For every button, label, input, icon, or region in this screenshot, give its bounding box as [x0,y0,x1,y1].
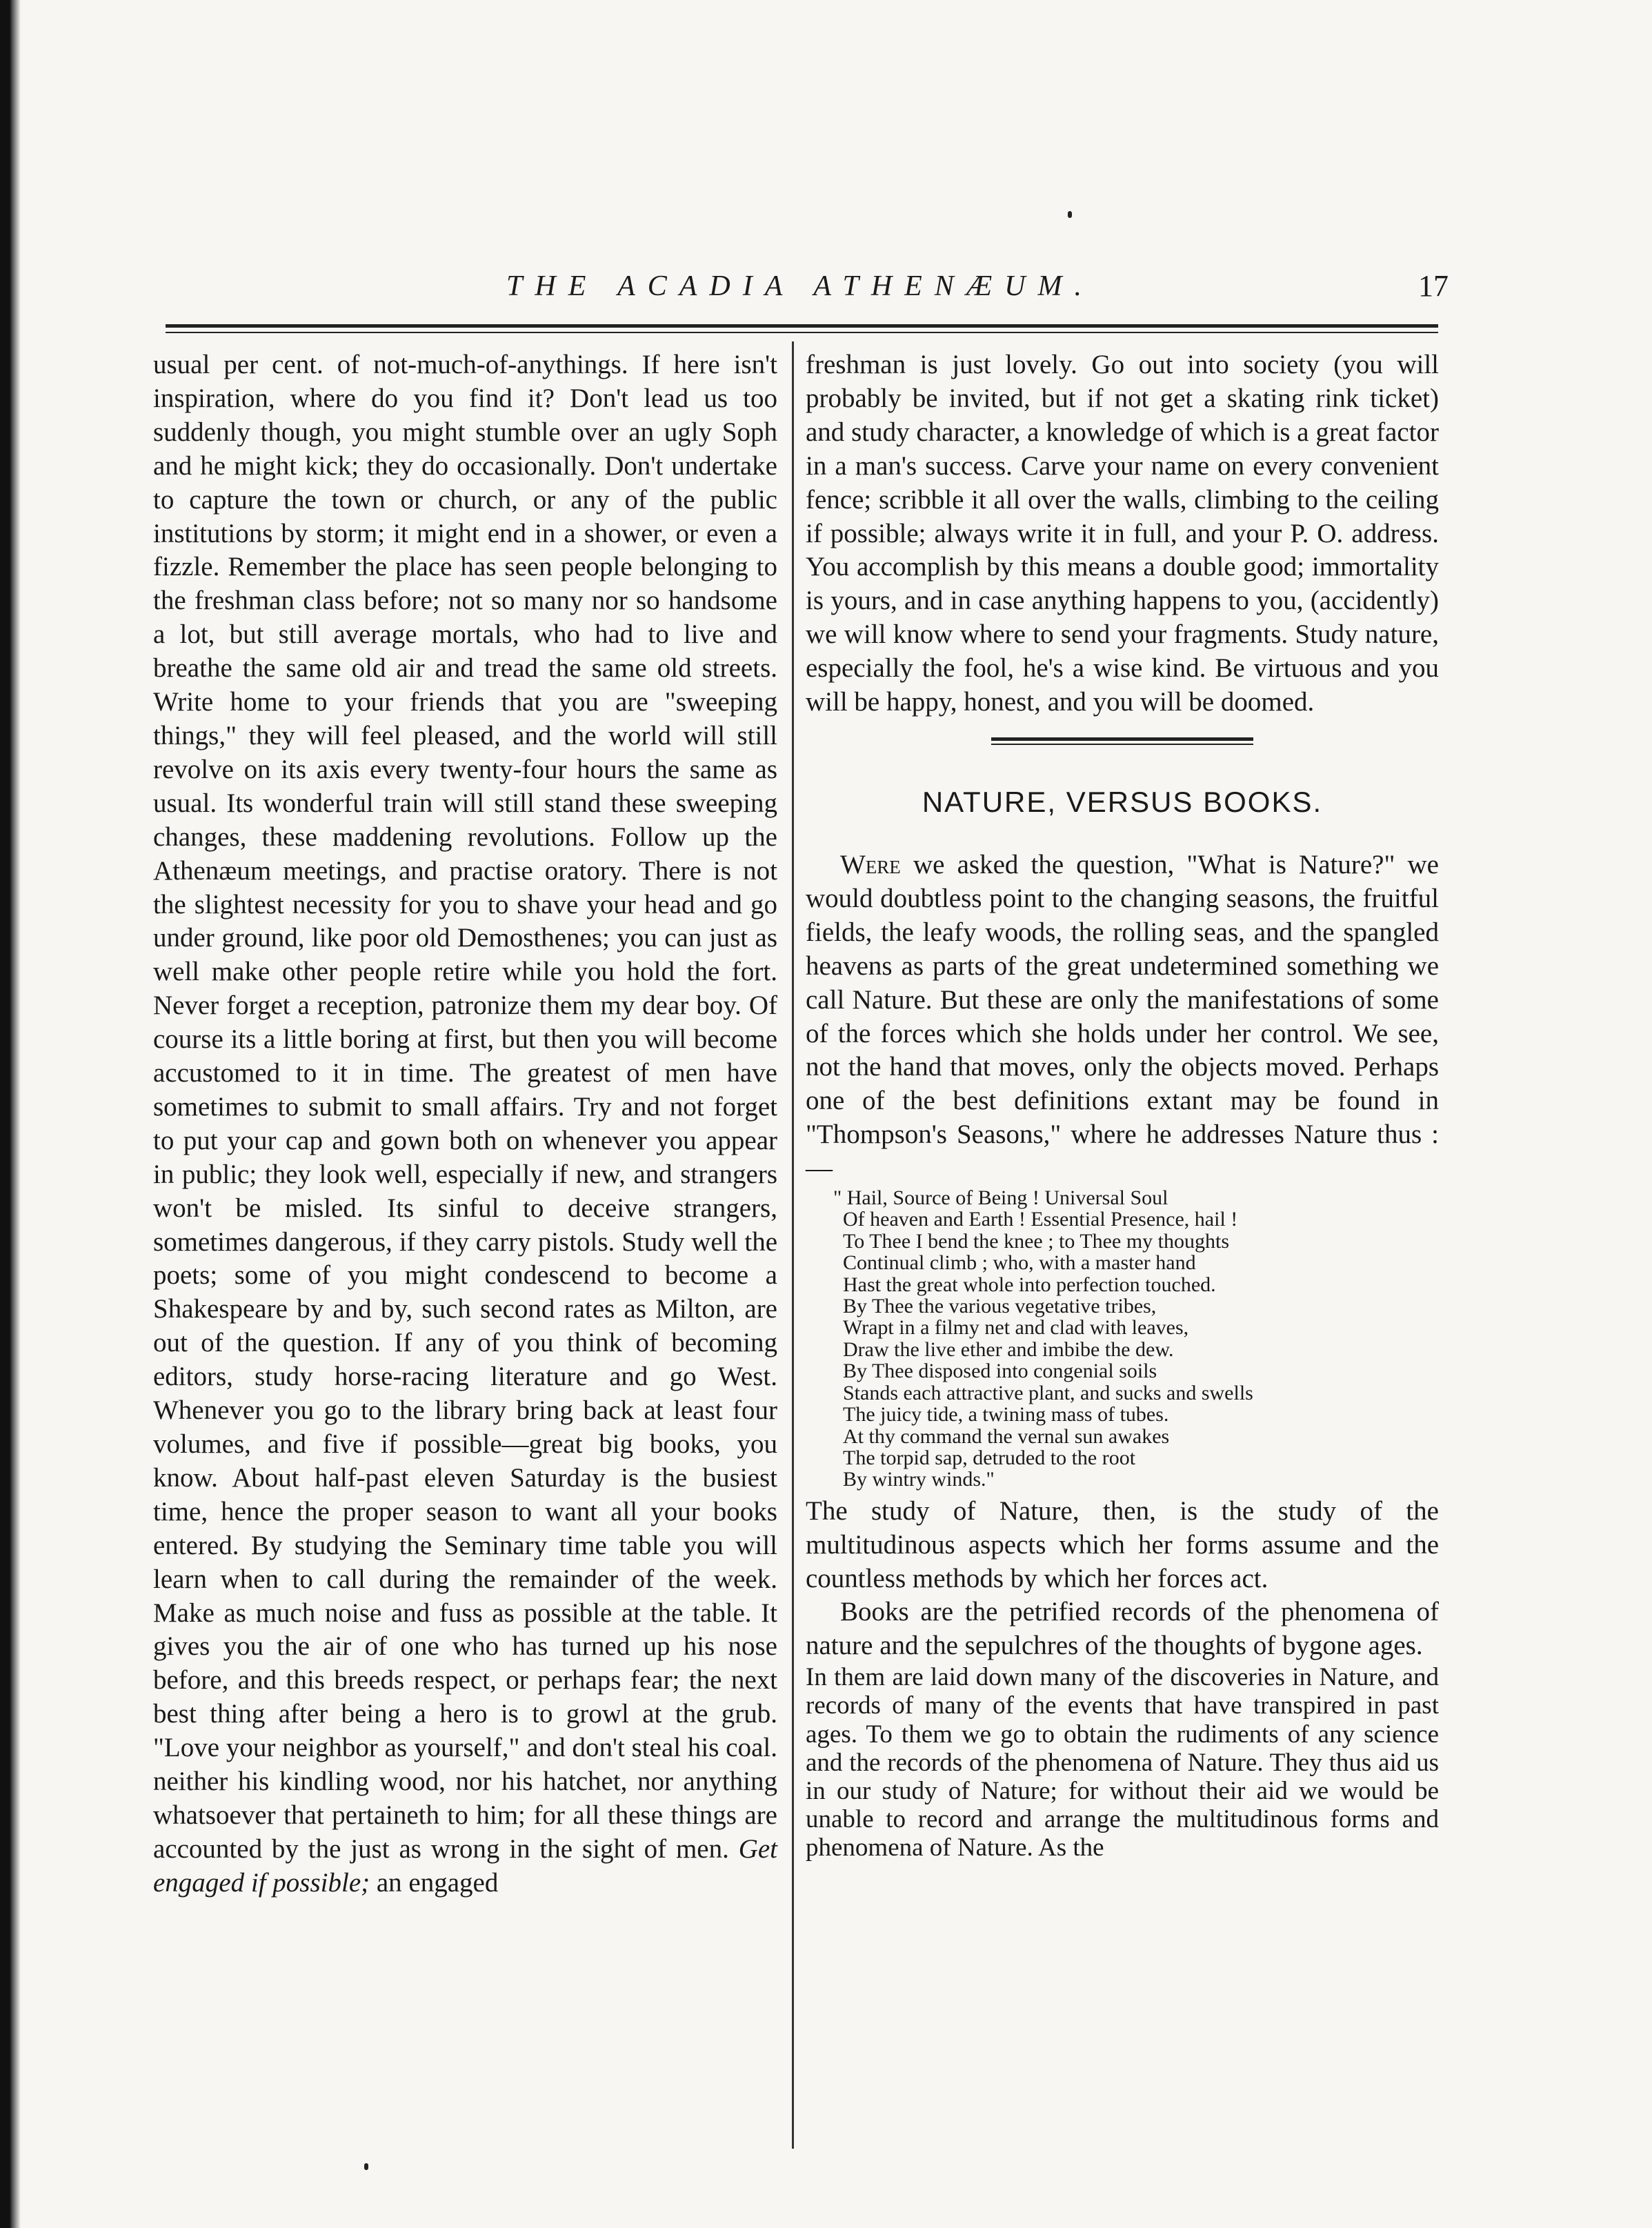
page-number: 17 [1418,269,1449,303]
poem-line: At thy command the vernal sun awakes [843,1424,1170,1448]
body-paragraph [153,348,777,1900]
article-title: NATURE, VERSUS BOOKS. [922,785,1323,818]
poem-line: By wintry winds." [843,1468,995,1491]
article-paragraph: Books are the petrified records of the phenomena of nature and the sepulchres of the thoughts of bygone ages. [806,1597,1439,1661]
header-rule-thin [166,332,1438,333]
article-paragraph-small: In them are laid down many of the discoveries in Nature, and records of many of the events that have transpired in past ages. To them we go to obtain the rudiments of any science and the records of the phenomena of Nature. They thus aid us in our study of Nature; for without their aid we would be unable to record and arrange the multitudinous forms and phenomena of Nature. As the [806,1663,1439,1862]
running-header [152,266,1449,307]
poem-line: To Thee I bend the knee ; to Thee my thoughts [843,1229,1229,1253]
poem-line: Stands each attractive plant, and sucks and swells [843,1381,1253,1404]
page-binding-edge [0,0,21,2228]
journal-title: THE ACADIA ATHENÆUM. [506,270,1094,302]
poem-line: " Hail, Source of Being ! Universal Soul [833,1186,1168,1210]
body-text: usual per cent. of not-much-of-anythings. If here isn't inspiration, where do you find it? Don't lead us too suddenly though, you might stumble over an ugly Soph and he might kick; they do occasionally. Don't undertake to capture the town or church, or any of the public institutions by storm; it might end in a shower, or even a fizzle. Remember the place has seen people belonging to the freshman class before; not so many nor so handsome a lot, but still average mortals, who had to live and breathe the same old air and tread the same old streets. Write home to your friends that you are "sweeping things," they will feel pleased, and the world will still revolve on its axis every twenty-four hours the same as usual. Its wonderful train will still stand these sweeping changes, these maddening revolutions. Follow up the Athenæum meetings, and practise oratory. There is not the slightest necessity for you to shave your head and go under ground, like poor old Demosthenes; you can just as well make other people retire while you hold the fort. Never forget a reception, patronize them my dear boy. Of course its a little boring at first, but then you will become accustomed to it in time. The greatest of men have sometimes to submit to small affairs. Try and not forget to put your cap and gown both on whenever you appear in public; they look well, especially if new, and strangers won't be misled. Its sinful to deceive strangers, sometimes dangerous, if they carry pistols. Study well the poets; some of you might condescend to become a Shakespeare by and by, such second rates as Milton, are out of the question. If any of you think of becoming editors, study horse-racing literature and go West. Whenever you go to the library bring back at least four volumes, and five if possible—great big books, you know. About half-past eleven Saturday is the busiest time, hence the proper season to want all your books entered. By studying the Seminary time table you will learn when to call during the remainder of the week. Make as much noise and fuss as possible at the table. It gives you the air of one who has turned up his nose before, and this breeds respect, or perhaps fear; the next best thing after being a hero is to growl at the grub. "Love your neighbor as yourself," and don't steal his coal. neither his kindling wood, nor his hatchet, nor anything whatsoever that pertaineth to him; for all these things are accounted by the just as wrong in the sight of men. [153,350,777,1864]
article-text: we asked the question, "What is Nature?" we would doubtless point to the changing seasons, the fruitful fields, the leafy woods, the rolling seas, and the spangled heavens as parts of the great undetermined something we call Nature. But these are only the manifestations of some of the forces which she holds under her control. We see, not the hand that moves, only the objects moved. Perhaps one of the best definitions extant may be found in "Thompson's Seasons," where he addresses Nature thus :— [806,849,1439,1184]
poem-line: The juicy tide, a twining mass of tubes. [843,1403,1169,1426]
continued-paragraph: freshman is just lovely. Go out into society (you will probably be invited, but if not get a skating rink ticket) and study character, a knowledge of which is a great factor in a man's success. Carve your name on every convenient fence; scribble it all over the walls, climbing to the ceiling if possible; always write it in full, and your P. O. address. You accomplish by this means a double good; immortality is yours, and in case anything happens to you, (accidently) we will know where to send your fragments. Study nature, especially the fool, he's a wise kind. Be virtuous and you will be happy, honest, and you will be doomed. [806,350,1439,717]
poem-line: Wrapt in a filmy net and clad with leaves, [843,1316,1189,1340]
header-rule [166,324,1438,328]
poem-line: Draw the live ether and imbibe the dew. [843,1337,1174,1361]
ink-speck [364,2163,368,2170]
article-paragraph [806,848,1439,1186]
left-column [153,348,777,1900]
poem-quotation [833,1187,1439,1491]
lead-word: Were [840,849,901,879]
poem-line: Continual climb ; who, with a master hand [843,1251,1196,1275]
poem-line: By Thee the various vegetative tribes, [843,1295,1157,1318]
poem-line: Hast the great whole into perfection touched. [843,1273,1216,1296]
poem-line: The torpid sap, detruded to the root [843,1446,1136,1469]
ink-speck [1068,211,1072,218]
body-text-tail: an engaged [370,1867,499,1898]
poem-line: By Thee disposed into congenial soils [843,1360,1157,1383]
poem-line: Of heaven and Earth ! Essential Presence, hail ! [843,1208,1238,1231]
column-divider [792,341,794,2149]
section-separator [991,737,1253,745]
article-paragraph: The study of Nature, then, is the study of the multitudinous aspects which her forms assume and the countless methods by which her forces act. [806,1495,1439,1593]
right-column [806,348,1439,1862]
italic-phrase: Get engaged if possible; [153,1833,777,1898]
